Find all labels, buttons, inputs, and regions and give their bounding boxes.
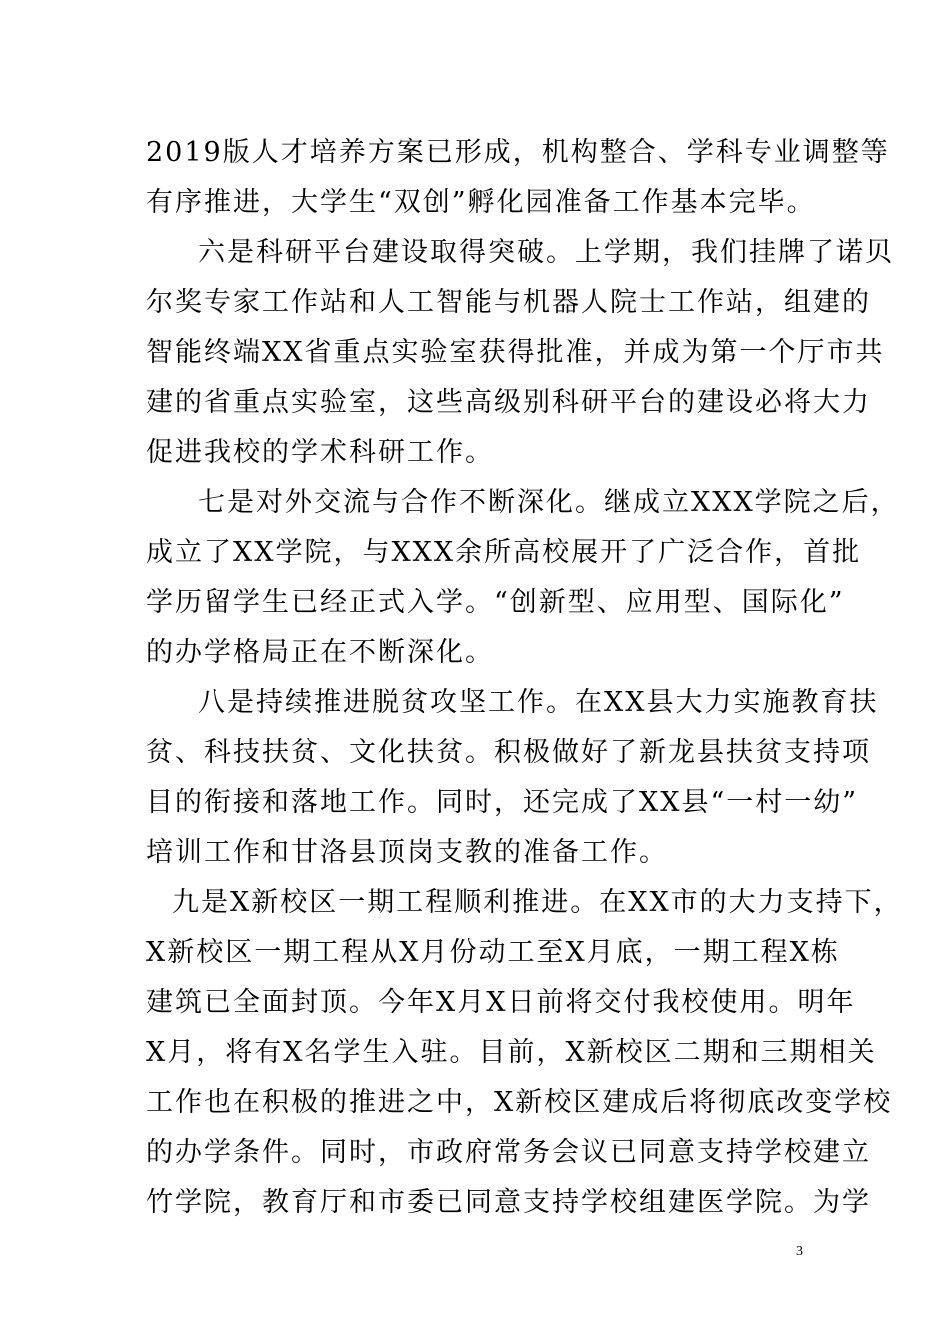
paragraph-line: X新校区一期工程从X月份动工至X月底，一期工程X栋 xyxy=(146,937,840,968)
paragraph-line: 的办学格局正在不断深化。 xyxy=(146,637,494,668)
paragraph-line: 成立了XX学院，与XXX余所高校展开了广泛合作，首批 xyxy=(146,537,862,568)
paragraph-line: 尔奖专家工作站和人工智能与机器人院士工作站，组建的 xyxy=(146,287,871,318)
paragraph-line: 智能终端XX省重点实验室获得批准，并成为第一个厅市共 xyxy=(146,337,885,368)
paragraph-line: 促进我校的学术科研工作。 xyxy=(146,437,494,468)
paragraph-line: 培训工作和甘洛县顶岗支教的准备工作。 xyxy=(146,837,668,868)
paragraph-line: 九是X新校区一期工程顺利推进。在XX市的大力支持下， xyxy=(172,887,903,918)
paragraph-line: 工作也在积极的推进之中，X新校区建成后将彻底改变学校 xyxy=(146,1087,893,1118)
paragraph-line: X月，将有X名学生入驻。目前，X新校区二期和三期相关 xyxy=(146,1037,877,1068)
paragraph-line: 学历留学生已经正式入学。“创新型、应用型、国际化” xyxy=(146,587,845,618)
paragraph-line: 竹学院，教育厅和市委已同意支持学校组建医学院。为学 xyxy=(146,1187,871,1218)
paragraph-line: 贫、科技扶贫、文化扶贫。积极做好了新龙县扶贫支持项 xyxy=(146,737,871,768)
paragraph-line: 六是科研平台建设取得突破。上学期，我们挂牌了诺贝 xyxy=(198,237,894,268)
paragraph-line: 建筑已全面封顶。今年X月X日前将交付我校使用。明年 xyxy=(146,987,856,1018)
paragraph-line: 建的省重点实验室，这些高级别科研平台的建设必将大力 xyxy=(146,387,871,418)
paragraph-line: 2019版人才培养方案已形成，机构整合、学科专业调整等 xyxy=(146,137,890,168)
page-number: 3 xyxy=(796,1244,803,1259)
paragraph-line: 七是对外交流与合作不断深化。继成立XXX学院之后， xyxy=(198,487,900,518)
paragraph-line: 的办学条件。同时，市政府常务会议已同意支持学校建立 xyxy=(146,1137,871,1168)
paragraph-line: 有序推进，大学生“双创”孵化园准备工作基本完毕。 xyxy=(146,187,816,218)
paragraph-line: 八是持续推进脱贫攻坚工作。在XX县大力实施教育扶 xyxy=(198,687,879,718)
paragraph-line: 目的衔接和落地工作。同时，还完成了XX县“一村一幼” xyxy=(146,787,859,818)
